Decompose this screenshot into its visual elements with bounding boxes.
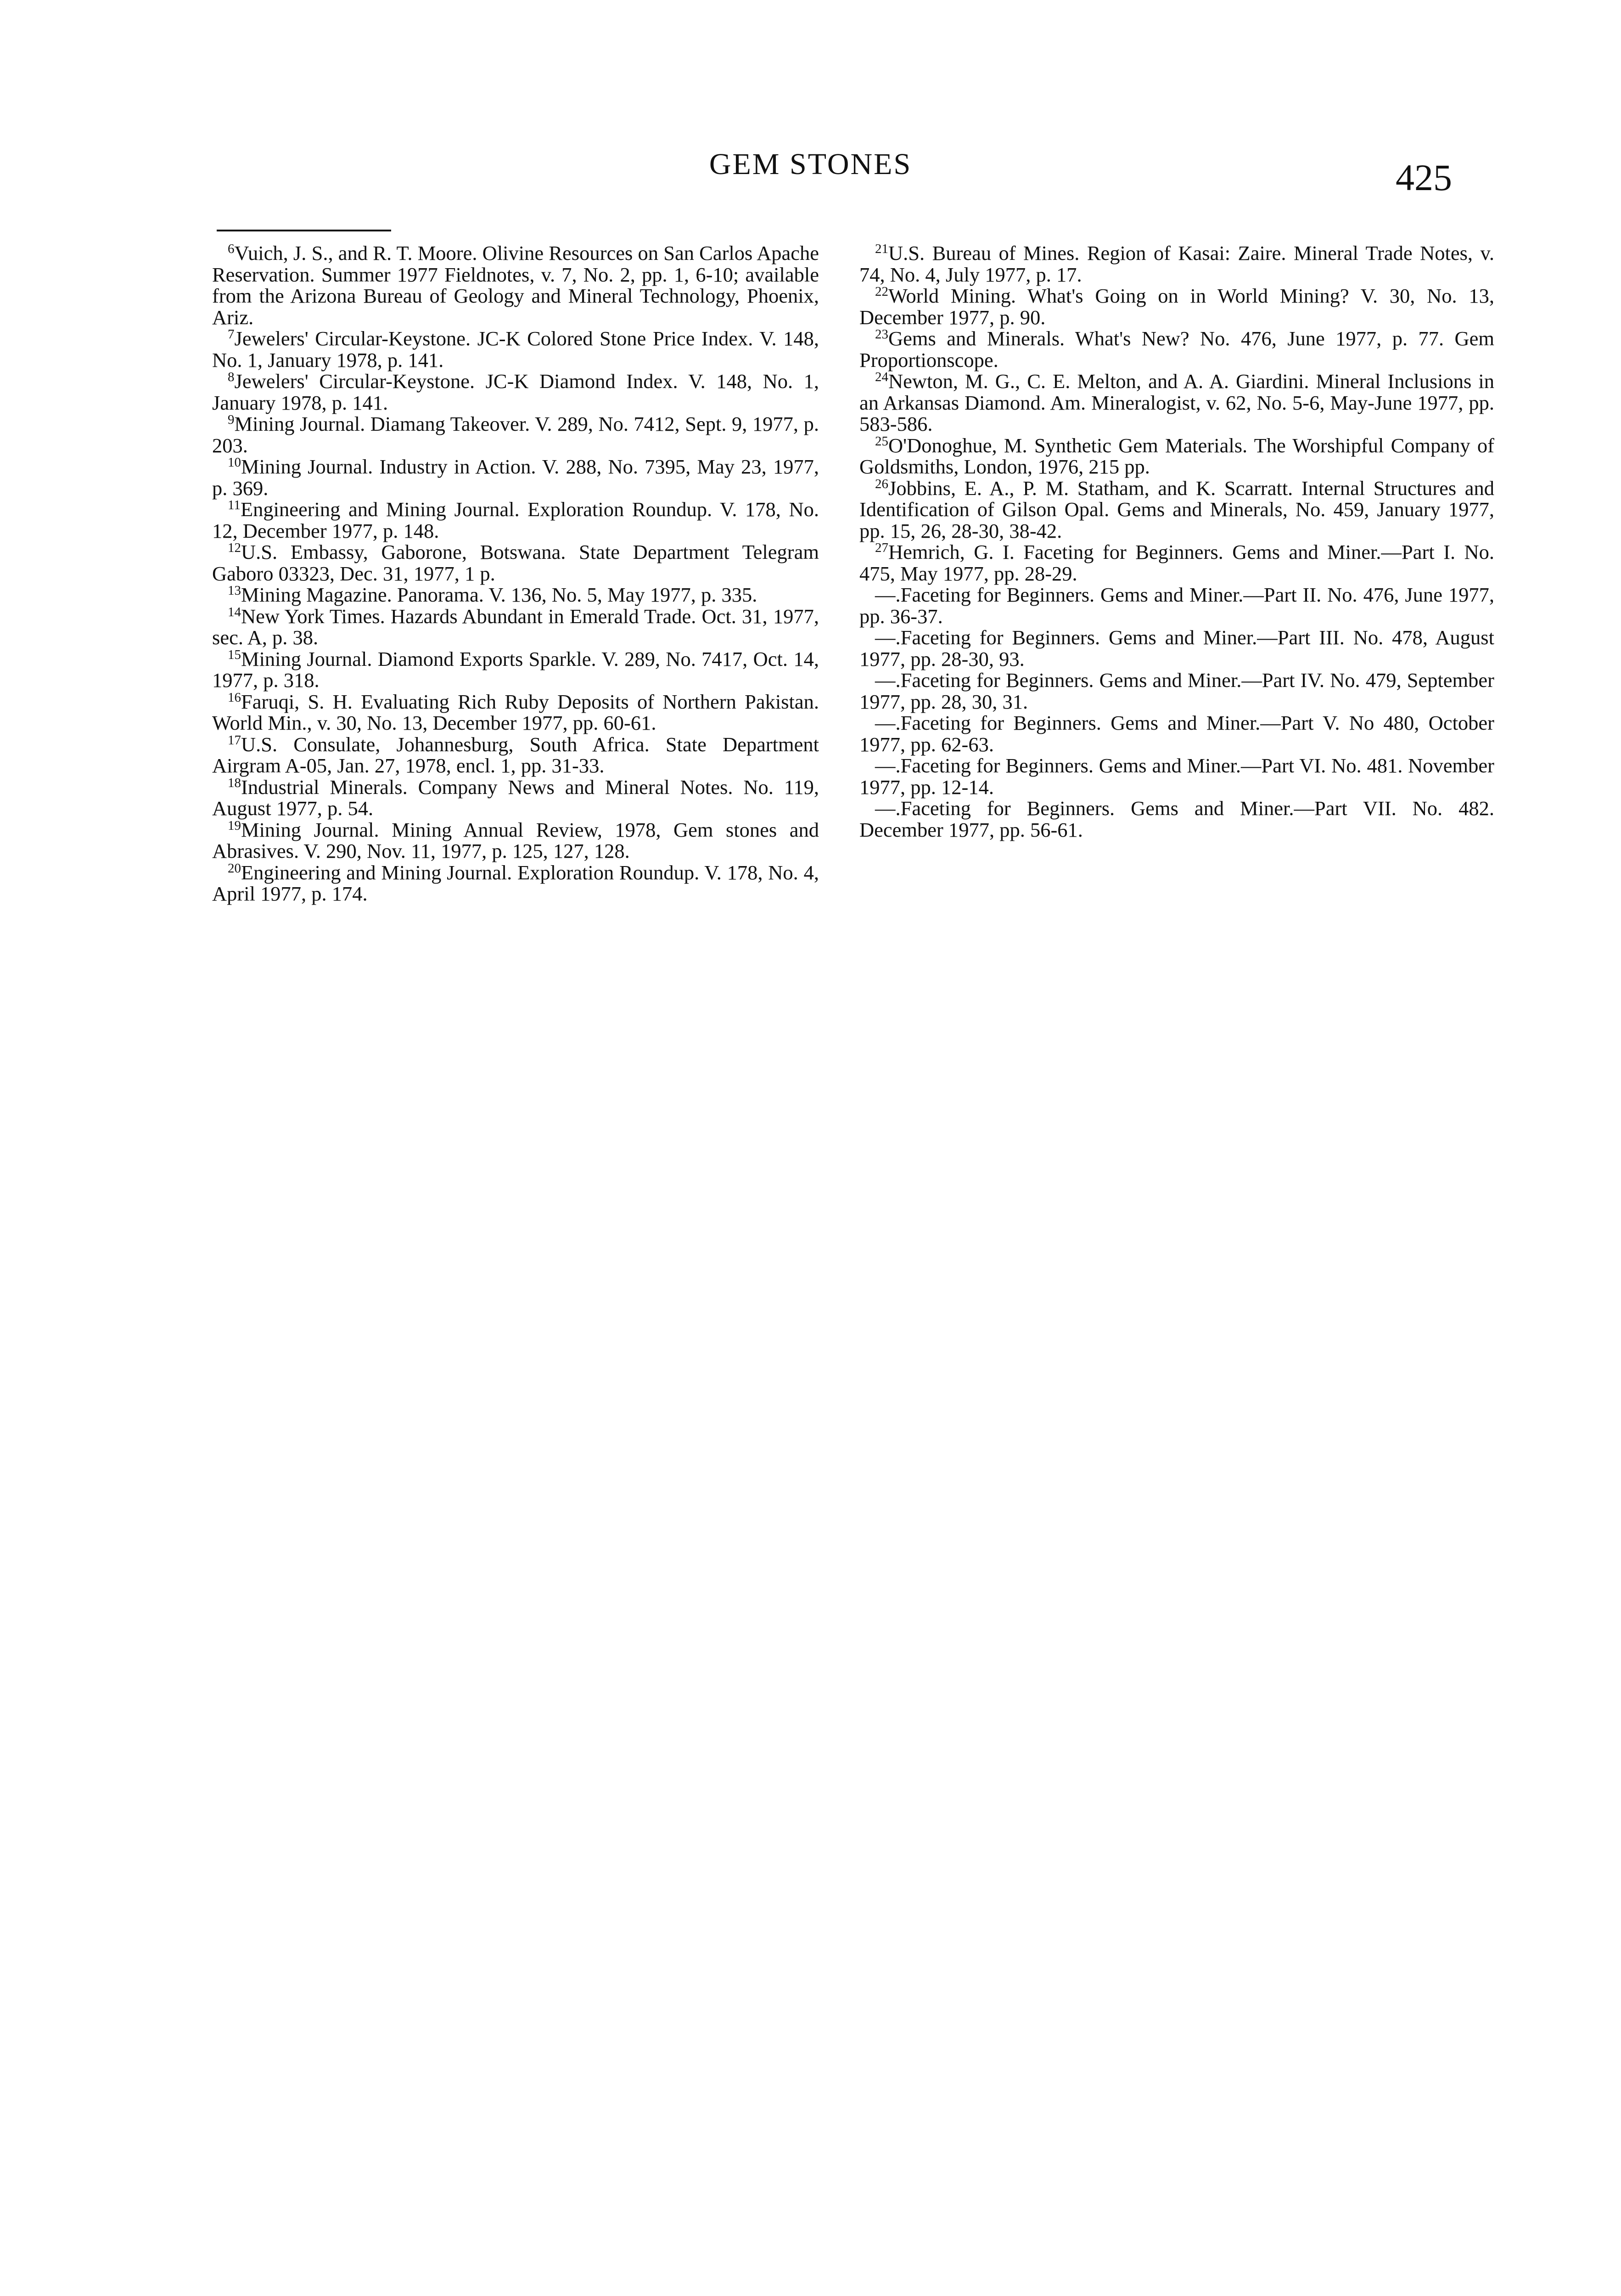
footnote-text: U.S. Consulate, Johannesburg, South Africa. State Department Airgram A-05, Jan. 27, 1978, encl. 1, pp. 31-33.: [212, 732, 819, 777]
footnote-number: 9: [228, 412, 235, 427]
footnote: [859, 328, 1494, 371]
footnote-text: —.Faceting for Beginners. Gems and Miner.—Part II. No. 476, June 1977, pp. 36-37.: [859, 583, 1494, 628]
footnote: [212, 413, 819, 456]
footnote: [859, 371, 1494, 435]
footnote-text: Engineering and Mining Journal. Exploration Roundup. V. 178, No. 12, December 1977, p. 148.: [212, 498, 819, 542]
footnote: [212, 456, 819, 499]
footnote-number: 25: [875, 433, 888, 449]
footnote-text: Faruqi, S. H. Evaluating Rich Ruby Deposits of Northern Pakistan. World Min., v. 30, No. 13, December 1977, pp. 60-61.: [212, 690, 819, 734]
footnote: [212, 777, 819, 819]
footnotes-left-column: [212, 242, 819, 905]
footnote-number: 13: [228, 583, 241, 598]
footnote-text: —.Faceting for Beginners. Gems and Miner.—Part III. No. 478, August 1977, pp. 28-30, 93.: [859, 626, 1494, 670]
footnote: [212, 862, 819, 905]
footnote-text: Jobbins, E. A., P. M. Statham, and K. Scarratt. Internal Structures and Identification of Gilson Opal. Gems and Minerals, No. 459, January 1977, pp. 15, 26, 28-30, 38-42.: [859, 476, 1494, 542]
footnote-text: U.S. Bureau of Mines. Region of Kasai: Zaire. Mineral Trade Notes, v. 74, No. 4, July 1977, p. 17.: [859, 242, 1494, 286]
footnote: [859, 755, 1494, 798]
footnote-number: 19: [228, 818, 241, 833]
footnote-text: O'Donoghue, M. Synthetic Gem Materials. The Worshipful Company of Goldsmiths, London, 1976, 215 pp.: [859, 433, 1494, 478]
footnote: [212, 371, 819, 413]
footnote-number: 22: [875, 284, 888, 299]
footnote-number: 15: [228, 647, 241, 662]
footnote: [212, 328, 819, 371]
footnote-number: 20: [228, 861, 241, 876]
footnote-text: —.Faceting for Beginners. Gems and Miner.—Part VI. No. 481. November 1977, pp. 12-14.: [859, 754, 1494, 799]
footnote-number: 14: [228, 604, 241, 619]
page-number: 425: [1396, 157, 1452, 198]
footnote: [859, 798, 1494, 840]
footnote-text: Hemrich, G. I. Faceting for Beginners. Gems and Miner.—Part I. No. 475, May 1977, pp. 28-29.: [859, 540, 1494, 585]
footnote-text: U.S. Embassy, Gaborone, Botswana. State Department Telegram Gaboro 03323, Dec. 31, 1977, 1 p.: [212, 540, 819, 585]
footnote-text: Jewelers' Circular-Keystone. JC-K Diamond Index. V. 148, No. 1, January 1978, p. 141.: [212, 370, 819, 414]
footnote: [212, 584, 819, 606]
footnote: [859, 584, 1494, 627]
footnote-number: 7: [228, 327, 235, 342]
footnote-text: Vuich, J. S., and R. T. Moore. Olivine Resources on San Carlos Apache Reservation. Summer 1977 Fieldnotes, v. 7, No. 2, pp. 1, 6-10; available from the Arizona Bureau of Geology and Mineral Technology, Phoenix, Ariz.: [212, 242, 819, 329]
footnote-text: Mining Journal. Diamang Takeover. V. 289, No. 7412, Sept. 9, 1977, p. 203.: [212, 412, 819, 457]
footnote: [212, 606, 819, 648]
footnote-text: —.Faceting for Beginners. Gems and Miner.—Part VII. No. 482. December 1977, pp. 56-61.: [859, 797, 1494, 841]
footnote-text: Mining Journal. Diamond Exports Sparkle. V. 289, No. 7417, Oct. 14, 1977, p. 318.: [212, 647, 819, 692]
footnote-number: 12: [228, 540, 241, 555]
footnote: [859, 435, 1494, 478]
footnote-rule: [217, 230, 391, 231]
footnote: [859, 285, 1494, 328]
footnotes-right-column: [859, 242, 1494, 840]
footnote: [212, 691, 819, 734]
footnote-number: 6: [228, 242, 235, 256]
footnote-number: 24: [875, 370, 888, 384]
footnote-number: 8: [228, 370, 235, 384]
footnote-text: Engineering and Mining Journal. Exploration Roundup. V. 178, No. 4, April 1977, p. 174.: [212, 861, 819, 905]
footnote: [859, 670, 1494, 712]
footnote-text: World Mining. What's Going on in World Mining? V. 30, No. 13, December 1977, p. 90.: [859, 284, 1494, 329]
footnote-number: 16: [228, 690, 241, 705]
footnote-number: 11: [228, 498, 241, 512]
footnote-text: Mining Journal. Mining Annual Review, 1978, Gem stones and Abrasives. V. 290, Nov. 11, 1977, p. 125, 127, 128.: [212, 818, 819, 862]
footnote: [859, 541, 1494, 584]
footnote-number: 27: [875, 540, 888, 555]
footnote: [212, 499, 819, 541]
footnote: [859, 242, 1494, 285]
footnote: [212, 541, 819, 584]
footnote: [212, 819, 819, 862]
footnote-number: 21: [875, 242, 888, 256]
footnote-number: 18: [228, 775, 241, 790]
running-title: GEM STONES: [709, 147, 912, 181]
footnote: [212, 648, 819, 691]
footnote-text: Newton, M. G., C. E. Melton, and A. A. Giardini. Mineral Inclusions in an Arkansas Diamond. Am. Mineralogist, v. 62, No. 5-6, May-June 1977, pp. 583-586.: [859, 370, 1494, 435]
footnote-text: —.Faceting for Beginners. Gems and Miner.—Part IV. No. 479, September 1977, pp. 28, 30, 31.: [859, 669, 1494, 713]
footnote-text: New York Times. Hazards Abundant in Emerald Trade. Oct. 31, 1977, sec. A, p. 38.: [212, 604, 819, 649]
footnote-text: Mining Journal. Industry in Action. V. 288, No. 7395, May 23, 1977, p. 369.: [212, 455, 819, 500]
footnote-number: 10: [228, 455, 241, 470]
footnote: [859, 627, 1494, 670]
footnote-text: Industrial Minerals. Company News and Mineral Notes. No. 119, August 1977, p. 54.: [212, 775, 819, 820]
footnote: [212, 734, 819, 777]
footnote-text: —.Faceting for Beginners. Gems and Miner.—Part V. No 480, October 1977, pp. 62-63.: [859, 711, 1494, 756]
footnote-text: Gems and Minerals. What's New? No. 476, June 1977, p. 77. Gem Proportionscope.: [859, 327, 1494, 371]
footnote-text: Jewelers' Circular-Keystone. JC-K Colored Stone Price Index. V. 148, No. 1, January 1978, p. 141.: [212, 327, 819, 371]
footnote-number: 23: [875, 327, 888, 342]
footnote: [212, 242, 819, 328]
footnote: [859, 478, 1494, 542]
footnote-number: 17: [228, 732, 241, 748]
footnote-number: 26: [875, 476, 888, 491]
footnote-text: Mining Magazine. Panorama. V. 136, No. 5, May 1977, p. 335.: [241, 583, 757, 606]
footnote: [859, 712, 1494, 755]
